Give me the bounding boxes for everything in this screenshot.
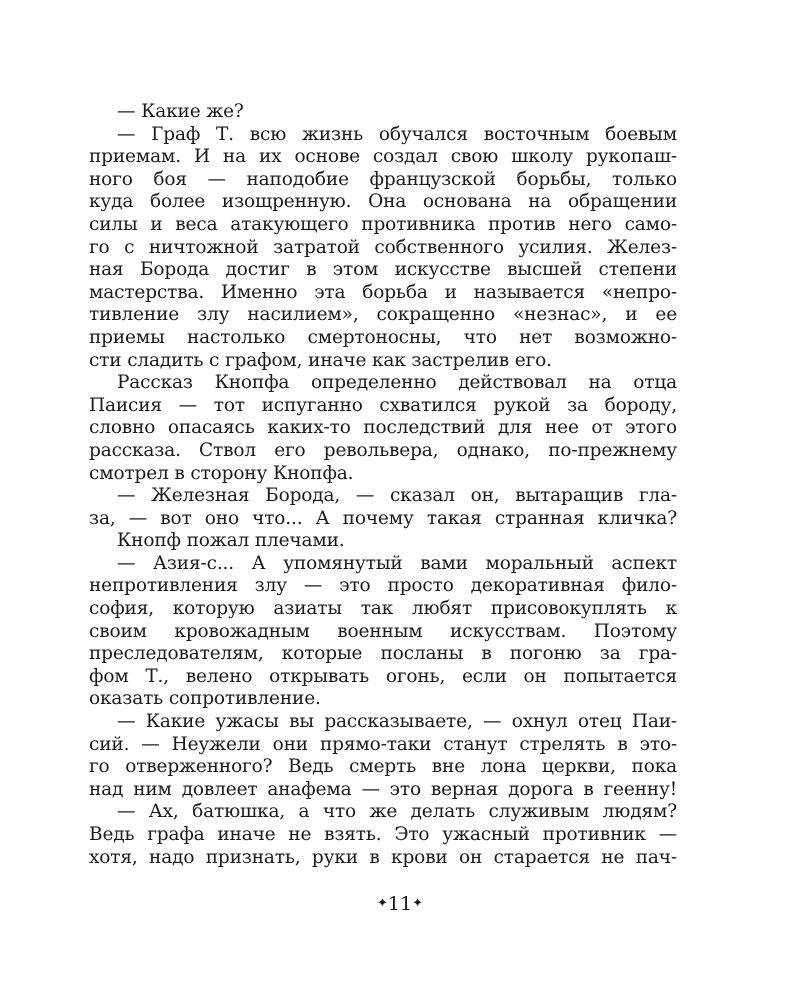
page-number-footer bbox=[0, 893, 800, 915]
text-line: оказать сопротивление. bbox=[89, 688, 321, 710]
text-line: Рассказ Кнопфа определенно действовал на отца bbox=[117, 372, 677, 394]
text-line: — Какие ужасы вы рассказываете, — охнул отец Паи- bbox=[117, 711, 677, 733]
text-line: — Железная Борода, — сказал он, вытаращив гла- bbox=[117, 485, 677, 507]
text-line: фом Т., велено открывать огонь, если он попытается bbox=[89, 665, 677, 687]
text-line: тивление злу насилием», сокращенно «незнас», и ее bbox=[89, 304, 677, 326]
text-line: приемы настолько смертоносны, что нет возможно- bbox=[89, 326, 677, 348]
left-ornament-icon: ✦ bbox=[377, 895, 388, 911]
text-line: мастерства. Именно эта борьба и называется «непро- bbox=[89, 281, 677, 303]
text-line: словно опасаясь каких-то последствий для нее от этого bbox=[89, 417, 677, 439]
text-line: своим кровожадным военным искусствам. Поэтому bbox=[89, 620, 677, 642]
text-line: — Азия-с... А упомянутый вами моральный аспект bbox=[117, 552, 677, 574]
text-line: сти сладить с графом, иначе как застрелив его. bbox=[89, 349, 552, 371]
text-line: го с ничтожной затратой собственного усилия. Желез- bbox=[89, 236, 677, 258]
text-line: сий. — Неужели они прямо-таки станут стрелять в это- bbox=[89, 733, 677, 755]
right-ornament-icon: ✦ bbox=[412, 895, 423, 911]
text-line: хотя, надо признать, руки в крови он старается не пач- bbox=[89, 846, 677, 868]
text-line: ная Борода достиг в этом искусстве высшей степени bbox=[89, 259, 677, 281]
text-line: силы и веса атакующего противника против него само- bbox=[89, 213, 677, 235]
page-number: 11 bbox=[387, 893, 413, 915]
text-line: Ведь графа иначе не взять. Это ужасный противник — bbox=[89, 824, 677, 845]
text-line: — Какие же? bbox=[117, 101, 244, 122]
text-line: — Ах, батюшка, а что же делать служивым людям? bbox=[117, 801, 677, 823]
text-line: над ним довлеет анафема — это верная дорога в геенну! bbox=[89, 778, 677, 800]
text-line: приемам. И на их основе создал свою школу рукопаш- bbox=[89, 146, 677, 168]
text-line: рассказа. Ствол его револьвера, однако, по-прежнему bbox=[89, 439, 677, 461]
text-line: софия, которую азиаты так любят присовокуплять к bbox=[89, 598, 677, 620]
body-text bbox=[89, 101, 677, 869]
text-line: ного боя — наподобие французской борьбы, только bbox=[89, 168, 677, 190]
text-line: преследователям, которые посланы в погоню за гра- bbox=[89, 643, 677, 665]
text-line: смотрел в сторону Кнопфа. bbox=[89, 462, 354, 484]
text-line: непротивления злу — это просто декоративная фило- bbox=[89, 575, 677, 597]
text-line: — Граф Т. всю жизнь обучался восточным боевым bbox=[117, 123, 677, 145]
text-line: го отверженного? Ведь смерть вне лона церкви, пока bbox=[89, 756, 677, 778]
text-line: Кнопф пожал плечами. bbox=[117, 530, 345, 552]
text-line: куда более изощренную. Она основана на обращении bbox=[89, 191, 677, 213]
text-line: за, — вот оно что... А почему такая странная кличка? bbox=[89, 507, 677, 529]
text-line: Паисия — тот испуганно схватился рукой за бороду, bbox=[89, 394, 677, 416]
